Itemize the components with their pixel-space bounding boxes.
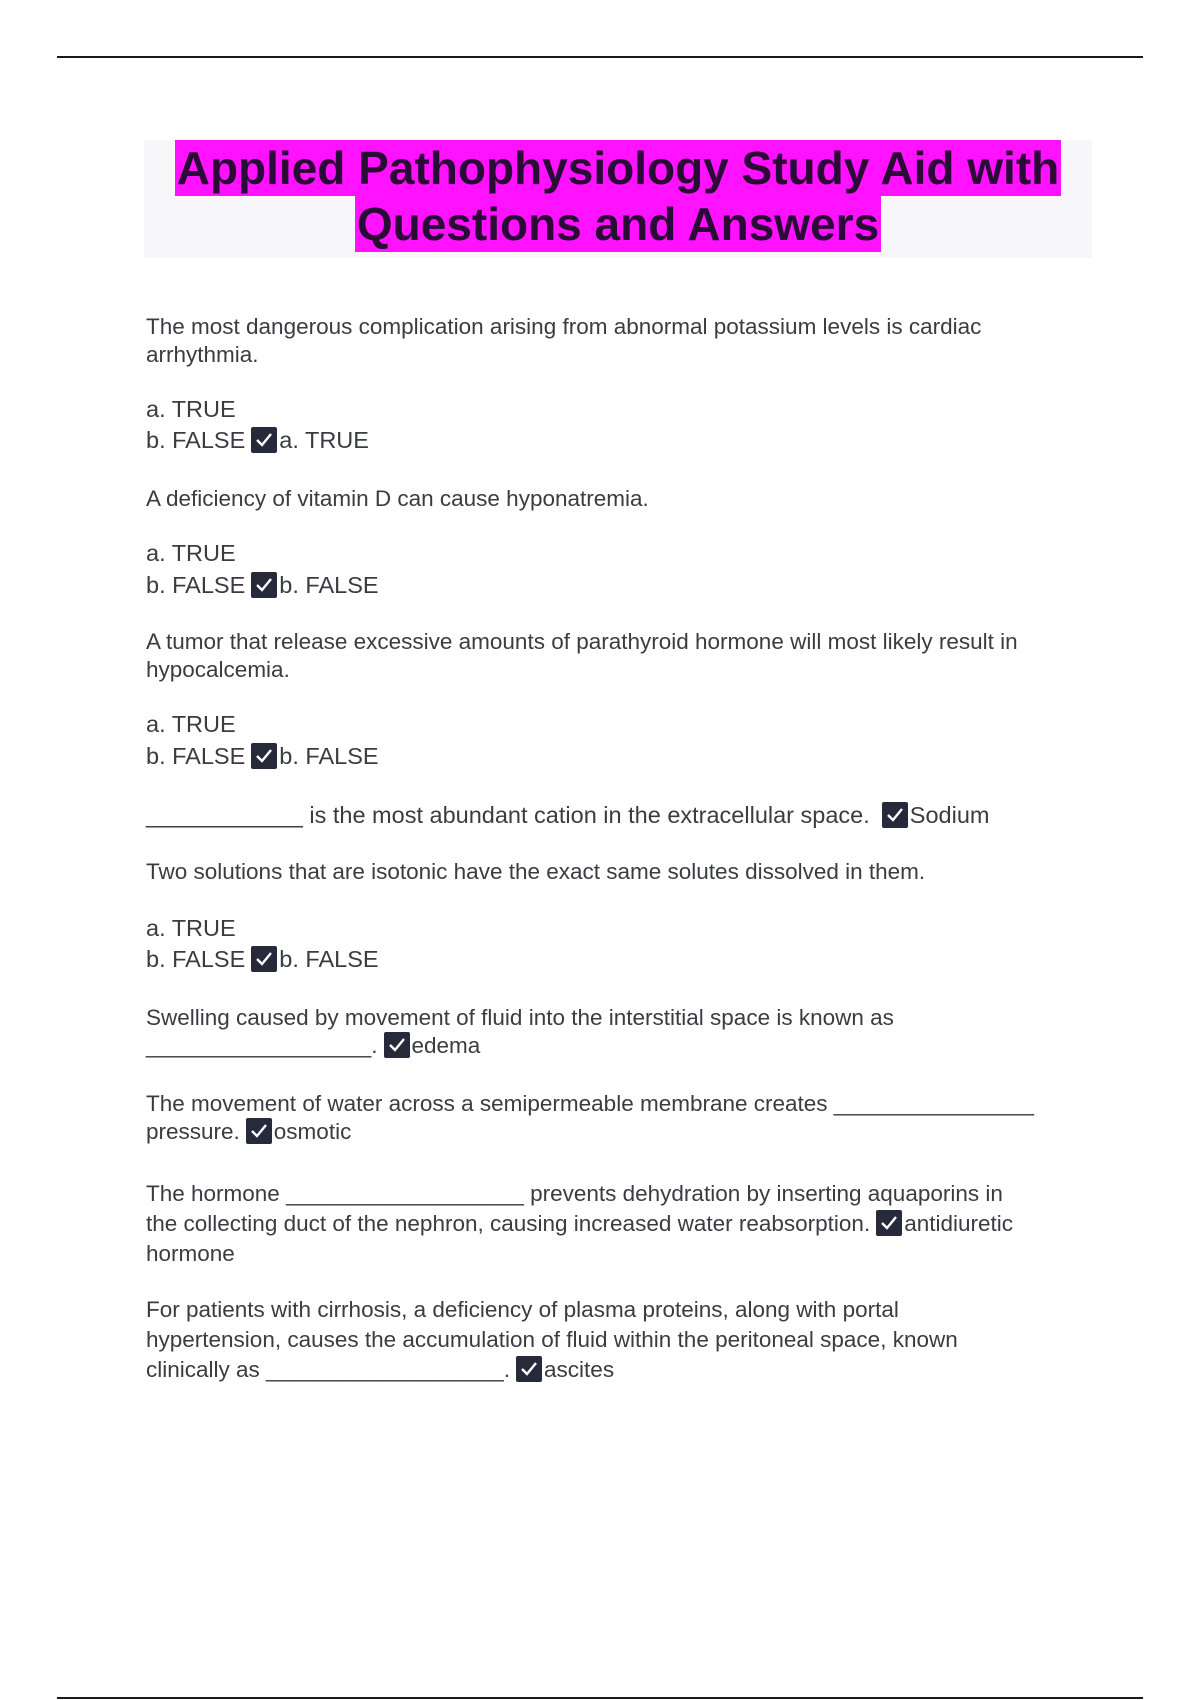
- question-3-text: A tumor that release excessive amounts of parathyroid hormone will most likely result in hypocalcemia.: [146, 629, 1018, 682]
- question-1-text: The most dangerous complication arising from abnormal potassium levels is cardiac arrhythmia.: [146, 314, 982, 367]
- question-3-option-a: a. TRUE: [146, 711, 236, 737]
- question-8-line-1: The hormone ___________________ prevents dehydration by inserting aquaporins in: [146, 1181, 1003, 1206]
- checkmark-icon: [384, 1032, 410, 1058]
- checkmark-icon: [251, 572, 277, 598]
- question-2-answer: b. FALSE: [279, 572, 379, 598]
- question-2-option-b: b. FALSE: [146, 572, 246, 598]
- title-line-1: Applied Pathophysiology Study Aid with: [176, 142, 1060, 194]
- question-9-line-2: hypertension, causes the accumulation of fluid within the peritoneal space, known: [146, 1327, 958, 1352]
- page-top-rule: [57, 56, 1143, 58]
- question-3-option-b: b. FALSE: [146, 743, 246, 769]
- question-4-answer: Sodium: [909, 802, 990, 828]
- question-5-text: Two solutions that are isotonic have the exact same solutes dissolved in them.: [146, 859, 926, 884]
- question-1-option-a: a. TRUE: [146, 396, 236, 422]
- question-2-option-b-row: [146, 570, 379, 600]
- question-1-option-b-row: [146, 425, 369, 455]
- question-2-option-a: a. TRUE: [146, 540, 236, 566]
- question-8-line-2: the collecting duct of the nephron, causing increased water reabsorption.: [146, 1211, 871, 1236]
- question-3-option-b-row: [146, 741, 379, 771]
- question-1-option-b: b. FALSE: [146, 427, 246, 453]
- checkmark-icon: [516, 1356, 542, 1382]
- question-9-line-3: clinically as ___________________.: [146, 1357, 511, 1382]
- question-8-answer-part-2: hormone: [146, 1241, 235, 1266]
- question-8-text: [146, 1179, 1090, 1269]
- question-5-option-a: a. TRUE: [146, 915, 236, 941]
- question-6-line-2: __________________.: [146, 1033, 378, 1058]
- checkmark-icon: [251, 946, 277, 972]
- question-7-text: [146, 1090, 1090, 1146]
- question-5-option-b: b. FALSE: [146, 946, 246, 972]
- question-7-line-2: pressure.: [146, 1119, 240, 1144]
- question-9-line-1: For patients with cirrhosis, a deficiency of plasma proteins, along with portal: [146, 1297, 899, 1322]
- question-9-text: [146, 1295, 1090, 1385]
- question-6-line-1: Swelling caused by movement of fluid into the interstitial space is known as: [146, 1005, 894, 1030]
- question-8-answer-part-1: antidiuretic: [904, 1211, 1014, 1236]
- question-5-option-b-row: [146, 944, 379, 974]
- question-2-text: A deficiency of vitamin D can cause hyponatremia.: [146, 486, 649, 511]
- question-9-answer: ascites: [544, 1357, 615, 1382]
- question-4-row: [146, 800, 989, 830]
- question-5-answer: b. FALSE: [279, 946, 379, 972]
- title-line-2: Questions and Answers: [356, 198, 880, 250]
- checkmark-icon: [246, 1118, 272, 1144]
- question-6-answer: edema: [411, 1033, 481, 1058]
- question-7-line-1: The movement of water across a semipermeable membrane creates ________________: [146, 1091, 1035, 1116]
- checkmark-icon: [876, 1210, 902, 1236]
- page-bottom-rule: [57, 1697, 1143, 1699]
- checkmark-icon: [251, 743, 277, 769]
- document-title: [144, 140, 1092, 258]
- question-6-text: [146, 1004, 1090, 1060]
- checkmark-icon: [251, 427, 277, 453]
- checkmark-icon: [882, 802, 908, 828]
- question-7-answer: osmotic: [273, 1119, 352, 1144]
- question-4-text: ____________ is the most abundant cation in the extracellular space.: [146, 802, 870, 828]
- question-3-answer: b. FALSE: [279, 743, 379, 769]
- question-1-answer: a. TRUE: [279, 427, 369, 453]
